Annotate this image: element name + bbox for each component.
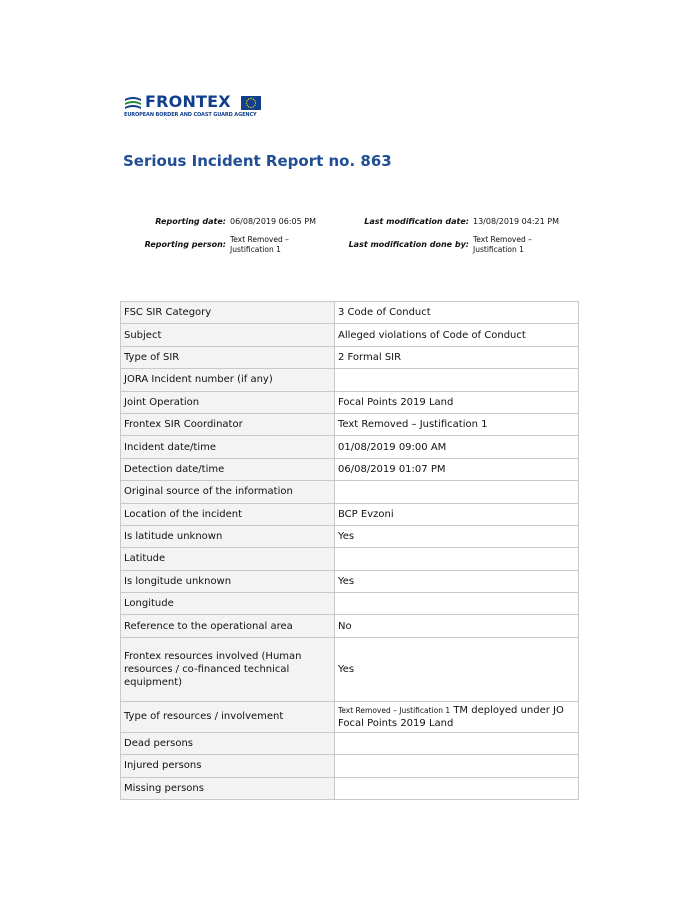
row-label-joint-operation: Joint Operation <box>121 391 335 413</box>
row-label-type-of-sir: Type of SIR <box>121 346 335 368</box>
table-row <box>121 436 579 458</box>
reporting-date-label: Reporting date: <box>155 217 226 226</box>
row-value-missing-persons <box>335 777 579 799</box>
row-label-longitude-unknown: Is longitude unknown <box>121 570 335 592</box>
table-row <box>121 458 579 480</box>
row-label-fsc-sir-category: FSC SIR Category <box>121 302 335 324</box>
page-title: Serious Incident Report no. 863 <box>123 152 392 170</box>
row-value-longitude <box>335 593 579 615</box>
table-row <box>121 570 579 592</box>
table-row <box>121 701 579 732</box>
row-value-operational-area: No <box>335 615 579 637</box>
row-label-detection-datetime: Detection date/time <box>121 458 335 480</box>
row-value-dead-persons <box>335 732 579 754</box>
row-value-resources-involved: Yes <box>335 637 579 701</box>
row-value-joint-operation: Focal Points 2019 Land <box>335 391 579 413</box>
frontex-emblem-icon <box>124 95 142 111</box>
row-value-jora-incident-number <box>335 369 579 391</box>
table-row <box>121 732 579 754</box>
row-label-jora-incident-number: JORA Incident number (if any) <box>121 369 335 391</box>
last-modification-by-label: Last modification done by: <box>348 240 469 249</box>
reporting-person-value <box>230 235 320 254</box>
table-row <box>121 391 579 413</box>
logo-wordmark: FRONTEX <box>145 92 231 111</box>
row-label-type-of-resources: Type of resources / involvement <box>121 701 335 732</box>
table-row <box>121 525 579 547</box>
row-label-operational-area: Reference to the operational area <box>121 615 335 637</box>
row-label-missing-persons: Missing persons <box>121 777 335 799</box>
row-label-sir-coordinator: Frontex SIR Coordinator <box>121 413 335 435</box>
table-row <box>121 637 579 701</box>
row-value-longitude-unknown: Yes <box>335 570 579 592</box>
row-label-location: Location of the incident <box>121 503 335 525</box>
resources-description: TM deployed under JO Focal Points 2019 Land <box>338 704 564 729</box>
row-label-injured-persons: Injured persons <box>121 755 335 777</box>
row-value-fsc-sir-category: 3 Code of Conduct <box>335 302 579 324</box>
table-row <box>121 413 579 435</box>
frontex-logo <box>124 94 264 122</box>
table-row <box>121 593 579 615</box>
row-label-original-source: Original source of the information <box>121 481 335 503</box>
row-label-latitude: Latitude <box>121 548 335 570</box>
row-value-latitude-unknown: Yes <box>335 525 579 547</box>
table-row <box>121 755 579 777</box>
last-modification-date-label: Last modification date: <box>364 217 469 226</box>
table-row <box>121 503 579 525</box>
row-label-incident-datetime: Incident date/time <box>121 436 335 458</box>
row-value-type-of-sir: 2 Formal SIR <box>335 346 579 368</box>
row-value-latitude <box>335 548 579 570</box>
row-value-injured-persons <box>335 755 579 777</box>
table-row <box>121 302 579 324</box>
reporting-person-value-line-1: Text Removed – <box>230 235 289 244</box>
table-row <box>121 548 579 570</box>
table-row <box>121 369 579 391</box>
row-label-longitude: Longitude <box>121 593 335 615</box>
table-row <box>121 481 579 503</box>
row-label-dead-persons: Dead persons <box>121 732 335 754</box>
row-value-original-source <box>335 481 579 503</box>
table-row <box>121 777 579 799</box>
table-row <box>121 324 579 346</box>
row-value-location: BCP Evzoni <box>335 503 579 525</box>
incident-details-table <box>120 301 579 800</box>
row-label-latitude-unknown: Is latitude unknown <box>121 525 335 547</box>
last-modification-by-value <box>473 235 563 254</box>
row-label-subject: Subject <box>121 324 335 346</box>
row-value-detection-datetime: 06/08/2019 01:07 PM <box>335 458 579 480</box>
table-row <box>121 615 579 637</box>
table-row <box>121 346 579 368</box>
row-value-sir-coordinator: Text Removed – Justification 1 <box>335 413 579 435</box>
row-value-incident-datetime: 01/08/2019 09:00 AM <box>335 436 579 458</box>
row-label-resources-involved: Frontex resources involved (Human resources / co-financed technical equipment) <box>121 637 335 701</box>
logo-subtitle: EUROPEAN BORDER AND COAST GUARD AGENCY <box>124 112 257 118</box>
reporting-person-label: Reporting person: <box>144 240 226 249</box>
last-modification-date-value: 13/08/2019 04:21 PM <box>473 217 559 226</box>
redacted-text: Text Removed – Justification 1 <box>338 705 451 715</box>
reporting-date-value: 06/08/2019 06:05 PM <box>230 217 316 226</box>
row-value-subject: Alleged violations of Code of Conduct <box>335 324 579 346</box>
last-modification-by-value-line-2: Justification 1 <box>473 244 524 254</box>
row-value-type-of-resources <box>335 701 579 732</box>
last-modification-by-value-line-1: Text Removed – <box>473 235 532 244</box>
eu-flag-icon <box>241 96 261 110</box>
reporting-person-value-line-2: Justification 1 <box>230 244 281 254</box>
